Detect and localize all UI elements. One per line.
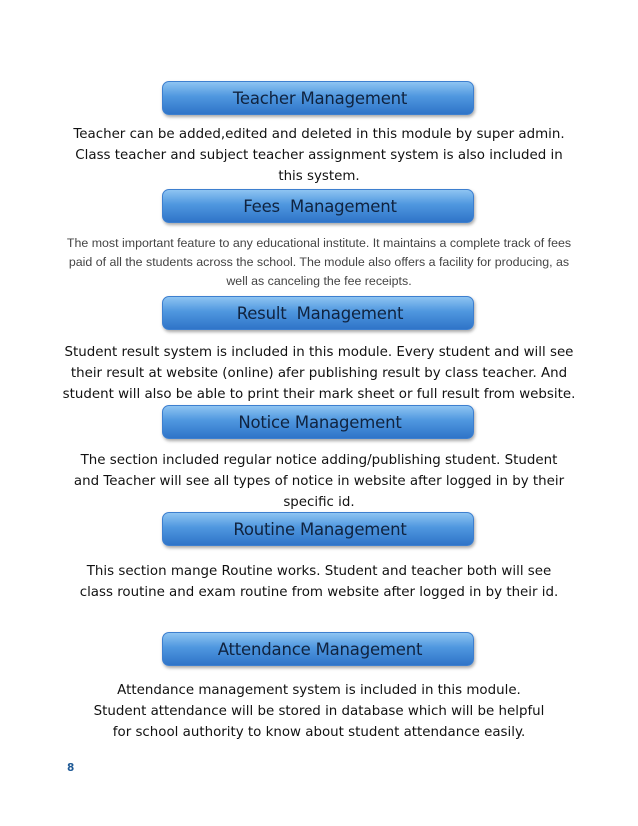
teacher-management-description: Teacher can be added,edited and deleted in this module by super admin. Class teacher and subject teacher assignment system is also included in this system. — [73, 127, 565, 184]
section-heading-label: Attendance Management — [217, 639, 423, 659]
section-heading-label: Fees Management — [243, 196, 397, 216]
section-heading-label: Teacher Management — [232, 88, 408, 108]
result-management-description: Student result system is included in this module. Every student and will see their result at website (online) afer publishing result by class teacher. And student will also be able to print their mark sheet or full result from website. — [62, 345, 576, 402]
teacher-management-heading — [162, 81, 474, 115]
attendance-management-heading — [162, 632, 474, 666]
section-heading-label: Notice Management — [238, 412, 402, 432]
page-number: 8 — [67, 762, 75, 774]
routine-management-heading — [162, 512, 474, 546]
notice-management-description: The section included regular notice adding/publishing student. Student and Teacher will see all types of notice in website after logged in by their specific id. — [73, 453, 565, 510]
notice-management-heading — [162, 405, 474, 439]
attendance-management-description: Attendance management system is included in this module. Student attendance will be stored in database which will be helpful for school authority to know about student attendance easily. — [93, 683, 545, 740]
fees-management-heading — [162, 189, 474, 223]
section-heading-label: Result Management — [236, 303, 404, 323]
fees-management-description: The most important feature to any educational institute. It maintains a complete track of fees paid of all the students across the school. The module also offers a facility for producing, as well as canceling the fee receipts. — [66, 236, 572, 288]
section-heading-label: Routine Management — [233, 519, 407, 539]
routine-management-description: This section mange Routine works. Student and teacher both will see class routine and exam routine from website after logged in by their id. — [79, 564, 559, 600]
result-management-heading — [162, 296, 474, 330]
